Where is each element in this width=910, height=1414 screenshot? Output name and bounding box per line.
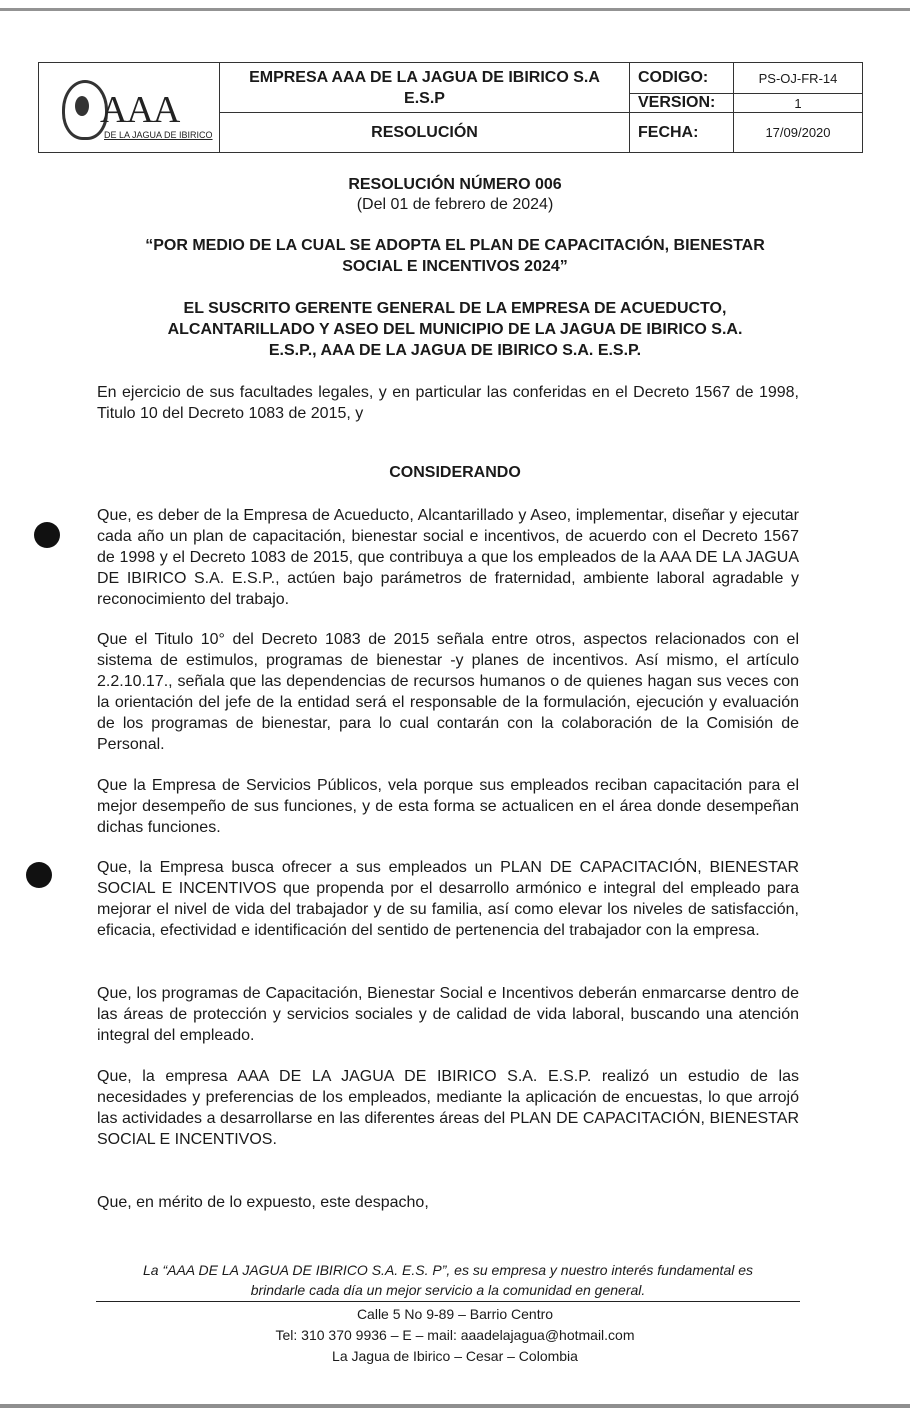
company-name: EMPRESA AAA DE LA JAGUA DE IBIRICO S.A E.S.P	[220, 63, 630, 113]
resolution-subject: “POR MEDIO DE LA CUAL SE ADOPTA EL PLAN DE CAPACITACIÓN, BIENESTAR SOCIAL E INCENTIVOS 2024”	[145, 237, 765, 275]
resolution-number: RESOLUCIÓN NÚMERO 006	[348, 176, 562, 193]
footer-divider	[96, 1301, 800, 1302]
paragraph-6: Que, la empresa AAA DE LA JAGUA DE IBIRICO S.A. E.S.P. realizó un estudio de las necesidades y preferencias de los empleados, mediante la aplicación de encuestas, lo que arrojó las actividades a desarrollarse en las diferentes áreas del PLAN DE CAPACITACIÓN, BIENESTAR SOCIAL E INCENTIVOS.	[97, 1068, 799, 1148]
scan-edge-top	[0, 8, 910, 11]
fecha-label: FECHA:	[630, 113, 734, 153]
footer-address: Calle 5 No 9-89 – Barrio Centro	[356, 1306, 554, 1322]
fecha-value: 17/09/2020	[734, 113, 863, 153]
logo-text: AAA	[100, 88, 180, 131]
footer-contact: Tel: 310 370 9936 – E – mail: aaadelajagua@hotmail.com	[275, 1327, 635, 1343]
paragraph-1: Que, es deber de la Empresa de Acueducto, Alcantarillado y Aseo, implementar, diseñar y ejecutar cada año un plan de capacitación, bienestar social e incentivos, de acuerdo con el Decreto 1567 de 1998 y el Decreto 1083 de 2015, que contribuya a que los empleados de la AAA DE LA JAGUA DE IBIRICO S.A. E.S.P., actúen bajo parámetros de fraternidad, ambiente laboral agradable y reconocimiento del trabajo.	[97, 507, 799, 608]
logo-cell	[39, 63, 220, 153]
scan-edge-bottom	[0, 1404, 910, 1408]
signer-heading: EL SUSCRITO GERENTE GENERAL DE LA EMPRESA DE ACUEDUCTO, ALCANTARILLADO Y ASEO DEL MUNICIPIO DE LA JAGUA DE IBIRICO S.A. E.S.P., AAA DE LA JAGUA DE IBIRICO S.A. E.S.P.	[167, 300, 743, 359]
paragraph-2: Que el Titulo 10° del Decreto 1083 de 2015 señala entre otros, aspectos relacionados con el sistema de estimulos, programas de bienestar -y planes de incentivos. Así mismo, el artículo 2.2.10.17., señala que las dependencias de recursos humanos o de quienes hagan sus veces con la orientación del jefe de la entidad será el responsable de la formulación, ejecución y evaluación de los programas de bienestar, para lo cual contarán con la colaboración de la Comisión de Personal.	[97, 631, 799, 753]
footer-slogan: La “AAA DE LA JAGUA DE IBIRICO S.A. E.S. P”, es su empresa y nuestro interés fundamental es brindarle cada día un mejor servicio a la comunidad en general.	[142, 1262, 754, 1298]
paragraph-4: Que, la Empresa busca ofrecer a sus empleados un PLAN DE CAPACITACIÓN, BIENESTAR SOCIAL E INCENTIVOS que propenda por el desarrollo armónico e integral del empleado para mejorar el nivel de vida del trabajador y de su familia, así como elevar los niveles de satisfacción, eficacia, efectividad e identificación del sentido de pertenencia del trabajador con la empresa.	[97, 859, 799, 939]
resolution-date: (Del 01 de febrero de 2024)	[356, 196, 554, 213]
punch-hole-top	[34, 522, 60, 548]
footer-location: La Jagua de Ibirico – Cesar – Colombia	[332, 1348, 578, 1364]
punch-hole-bottom	[26, 862, 52, 888]
codigo-label: CODIGO:	[630, 63, 734, 94]
intro-paragraph: En ejercicio de sus facultades legales, y en particular las conferidas en el Decreto 1567 de 1998, Titulo 10 del Decreto 1083 de 2015, y	[97, 384, 799, 422]
version-label: VERSION:	[630, 94, 734, 113]
codigo-value: PS-OJ-FR-14	[734, 63, 863, 94]
doc-type: RESOLUCIÓN	[220, 113, 630, 153]
company-logo	[44, 66, 214, 150]
paragraph-5: Que, los programas de Capacitación, Bienestar Social e Incentivos deberán enmarcarse dentro de las áreas de protección y servicios sociales y de calidad de vida laboral, buscando una atención integral del empleado.	[97, 985, 799, 1044]
considerando-heading: CONSIDERANDO	[389, 464, 521, 481]
paragraph-7: Que, en mérito de lo expuesto, este despacho,	[97, 1194, 429, 1211]
paragraph-3: Que la Empresa de Servicios Públicos, vela porque sus empleados reciban capacitación para el mejor desempeño de sus funciones, y de esta forma se actualicen en el área donde desempeñan dichas funciones.	[97, 777, 799, 836]
version-value: 1	[734, 94, 863, 113]
document-header	[38, 62, 863, 153]
logo-subtext: DE LA JAGUA DE IBIRICO	[104, 129, 213, 140]
